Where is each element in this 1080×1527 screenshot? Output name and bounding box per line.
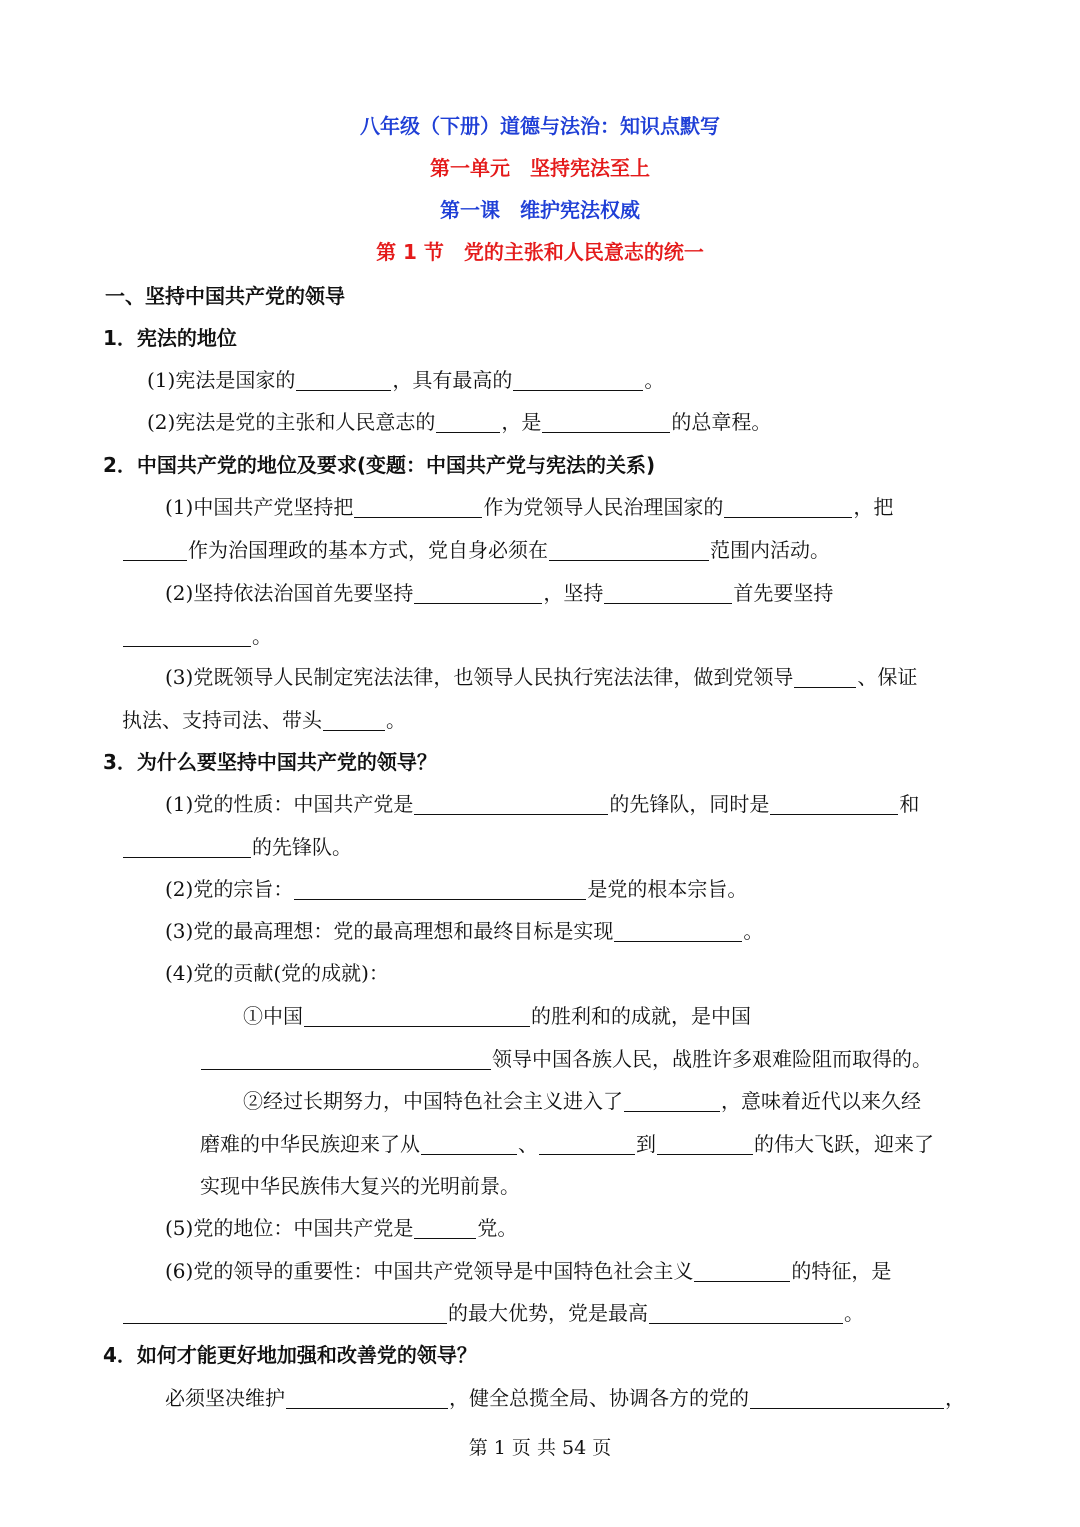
answer-blank[interactable]: [624, 1089, 720, 1112]
answer-blank[interactable]: [436, 410, 500, 433]
main-title: 八年级（下册）道德与法治：知识点默写: [360, 114, 720, 138]
answer-blank[interactable]: [354, 495, 482, 518]
fill-line: 作为治国理政的基本方式，党自身必须在 范围内活动。: [122, 535, 830, 565]
answer-blank[interactable]: [770, 792, 898, 815]
fill-line: ②经过长期努力，中国特色社会主义进入了 ，意味着近代以来久经: [243, 1089, 921, 1113]
fill-line: (1)中国共产党坚持把 作为党领导人民治理国家的 ，把: [165, 495, 894, 519]
answer-blank[interactable]: [323, 708, 385, 731]
answer-blank[interactable]: [294, 877, 586, 900]
fill-line: (5)党的地位：中国共产党是 党。: [165, 1216, 518, 1240]
answer-blank[interactable]: [201, 1047, 491, 1070]
fill-line: (1)党的性质：中国共产党是 的先锋队，同时是 和: [165, 792, 920, 816]
fill-line: 必须坚决维护 ，健全总揽全局、协调各方的党的 ，: [165, 1386, 965, 1410]
answer-blank[interactable]: [724, 495, 852, 518]
answer-blank[interactable]: [549, 538, 709, 561]
answer-blank[interactable]: [614, 919, 742, 942]
answer-blank[interactable]: [694, 1259, 790, 1282]
question-heading: 2．中国共产党的地位及要求(变题：中国共产党与宪法的关系): [103, 453, 656, 477]
answer-blank[interactable]: [649, 1301, 843, 1324]
fill-line: (2)坚持依法治国首先要坚持 ，坚持 首先要坚持: [165, 581, 834, 605]
fill-line: 磨难的中华民族迎来了从 、 到 的伟大飞跃，迎来了: [200, 1132, 934, 1156]
answer-blank[interactable]: [794, 665, 856, 688]
answer-blank[interactable]: [286, 1386, 448, 1409]
answer-blank[interactable]: [123, 538, 187, 561]
answer-blank[interactable]: [542, 410, 670, 433]
answer-blank[interactable]: [304, 1004, 530, 1027]
page-number: 第 1 页 共 54 页: [468, 1437, 612, 1459]
answer-blank[interactable]: [421, 1132, 517, 1155]
fill-line: (2)宪法是党的主张和人民意志的 ，是 的总章程。: [147, 410, 772, 434]
lesson-title: 第一课 维护宪法权威: [440, 198, 640, 222]
fill-line: ①中国 的胜利和的成就，是中国: [243, 1004, 751, 1028]
fill-line: (3)党既领导人民制定宪法法律，也领导人民执行宪法法律，做到党领导 、保证: [165, 665, 918, 689]
fill-line: (3)党的最高理想：党的最高理想和最终目标是实现 。: [165, 919, 764, 943]
answer-blank[interactable]: [414, 1216, 476, 1239]
fill-line: (1)宪法是国家的 ，具有最高的 。: [147, 368, 665, 392]
answer-blank[interactable]: [750, 1386, 944, 1409]
fill-line: 。: [122, 621, 272, 651]
fill-line: 的最大优势，党是最高 。: [122, 1298, 864, 1328]
answer-blank[interactable]: [414, 792, 608, 815]
answer-blank[interactable]: [539, 1132, 635, 1155]
part-heading: 一、坚持中国共产党的领导: [105, 284, 345, 308]
fill-line: 执法、支持司法、带头 。: [122, 708, 406, 732]
fill-line: (6)党的领导的重要性：中国共产党领导是中国特色社会主义 的特征，是: [165, 1259, 892, 1283]
question-heading: 1．宪法的地位: [103, 326, 237, 350]
text-line: 实现中华民族伟大复兴的光明前景。: [200, 1174, 520, 1198]
fill-line: 的先锋队。: [122, 832, 352, 862]
question-heading: 4．如何才能更好地加强和改善党的领导？: [103, 1343, 477, 1367]
fill-line: (2)党的宗旨： 是党的根本宗旨。: [165, 877, 748, 901]
answer-blank[interactable]: [296, 368, 391, 391]
answer-blank[interactable]: [123, 835, 251, 858]
fill-line: 领导中国各族人民，战胜许多艰难险阻而取得的。: [200, 1044, 932, 1074]
answer-blank[interactable]: [657, 1132, 753, 1155]
question-heading: 3．为什么要坚持中国共产党的领导？: [103, 750, 437, 774]
sub-heading: (4)党的贡献(党的成就)：: [165, 961, 389, 985]
unit-title: 第一单元 坚持宪法至上: [430, 156, 650, 180]
answer-blank[interactable]: [604, 581, 732, 604]
answer-blank[interactable]: [414, 581, 542, 604]
section-title: 第 1 节 党的主张和人民意志的统一: [376, 240, 704, 264]
answer-blank[interactable]: [123, 624, 251, 647]
answer-blank[interactable]: [123, 1301, 447, 1324]
answer-blank[interactable]: [513, 368, 643, 391]
